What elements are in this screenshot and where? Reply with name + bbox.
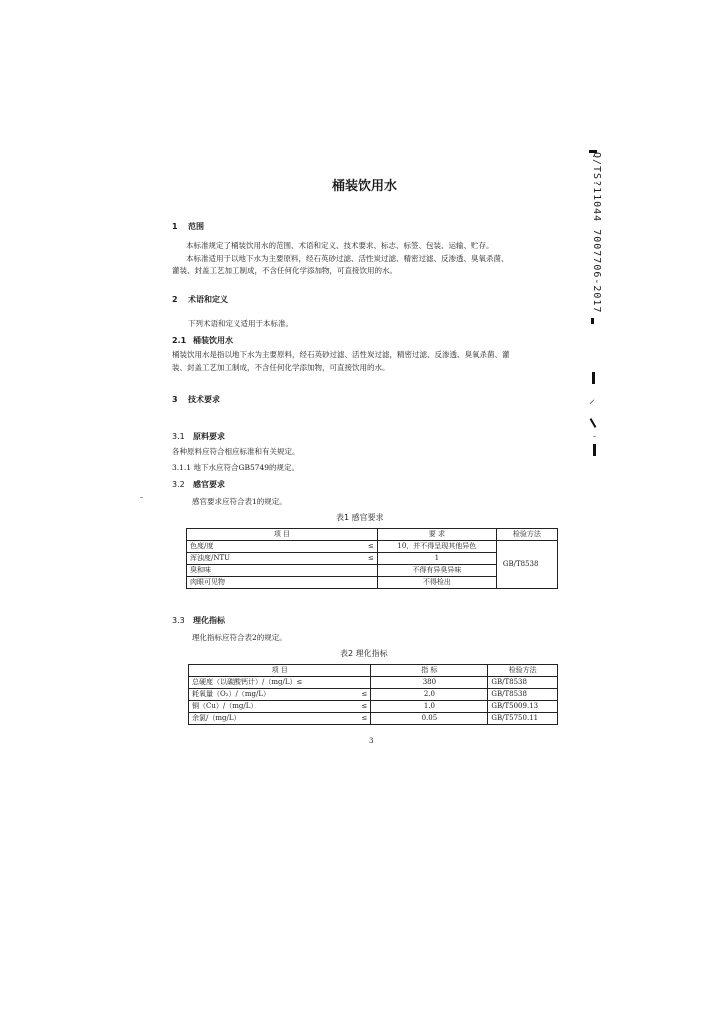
table-row: [189, 713, 558, 725]
table-cell: 铜（Cu）/（mg/L）: [189, 701, 353, 713]
table-cell: GB/T8538: [488, 677, 558, 689]
table-header-cell: 要 求: [377, 529, 496, 541]
table-row: [187, 541, 558, 553]
table-row: [189, 677, 558, 689]
section-2-1-heading: 桶装饮用水: [193, 336, 233, 345]
table-cell: [352, 677, 371, 689]
table-cell: 臭和味: [187, 565, 359, 577]
table-row: [189, 665, 558, 677]
table-2: [188, 664, 558, 725]
table-cell: 色度/度: [187, 541, 359, 553]
section-1-para-1: 本标准规定了桶装饮用水的范围、术语和定义、技术要求、标志、标签、包装、运输、贮存。: [186, 241, 494, 250]
section-2-1-para-2: 装、封盖工艺加工制成，不含任何化学添加物，可直接饮用的水。: [172, 363, 390, 372]
table-cell: ≤: [352, 713, 371, 725]
section-3-heading: 技术要求: [188, 395, 220, 404]
table-cell: [359, 565, 378, 577]
section-3-3-heading: 理化指标: [193, 616, 225, 625]
table-cell: 不得检出: [377, 577, 496, 589]
table-header-cell: 项 目: [189, 665, 371, 677]
table-cell: GB/T5750.11: [488, 713, 558, 725]
table-row: [189, 701, 558, 713]
table-cell: 0.05: [371, 713, 488, 725]
page-number: 3: [369, 737, 374, 745]
section-2-heading: 术语和定义: [188, 295, 228, 304]
section-3-1-para: 各种原料应符合相应标准和有关规定。: [172, 447, 300, 456]
section-2-intro: 下列术语和定义适用于本标准。: [188, 319, 293, 328]
table-cell: 2.0: [371, 689, 488, 701]
section-1-para-2b: 灌装、封盖工艺加工制成，不含任何化学添加物，可直接饮用的水。: [172, 266, 397, 275]
table-1: [186, 528, 558, 589]
stamp-mark-2: ⸝: [589, 392, 596, 406]
table-cell: 肉眼可见物: [187, 577, 359, 589]
table-header-cell: 检验方法: [488, 665, 558, 677]
section-3-1-heading: 原料要求: [193, 432, 225, 441]
table-2-caption: 表2 理化指标: [340, 649, 388, 658]
margin-speck: [140, 497, 143, 498]
table-cell: ≤: [359, 541, 378, 553]
section-2-1-number: 2.1: [172, 336, 187, 345]
stamp-mark-3: [590, 418, 597, 428]
stamp-mark-1: [592, 372, 595, 384]
table-row: [189, 689, 558, 701]
document-title: 桶装饮用水: [332, 179, 398, 194]
table-cell: 浑浊度/NTU: [187, 553, 359, 565]
section-2-1-para-1: 桶装饮用水是指以地下水为主要原料，经石英砂过滤、活性炭过滤，精密过滤、反渗透、臭氧杀菌、灌: [172, 350, 510, 359]
stamp-speck: [593, 436, 596, 437]
table-cell: 余氯/（mg/L）: [189, 713, 353, 725]
table-cell: ≤: [352, 701, 371, 713]
section-3-3-para: 理化指标应符合表2的规定。: [192, 633, 287, 642]
table-cell: GB/T8538: [496, 541, 557, 589]
section-1-number: 1: [172, 222, 178, 231]
section-1-para-2a: 本标准适用于以地下水为主要原料，经石英砂过滤、活性炭过滤、精密过滤、反渗透、臭氧杀菌、: [186, 254, 509, 263]
section-3-number: 3: [172, 395, 178, 404]
table-cell: 不得有异臭异味: [377, 565, 496, 577]
section-3-1-1: 3.1.1 地下水应符合GB5749的规定。: [172, 463, 300, 472]
table-header-cell: 指 标: [371, 665, 488, 677]
table-cell: ≤: [359, 553, 378, 565]
table-cell: 380: [371, 677, 488, 689]
side-stamp-text: Q/TS?11044 7007706-2017: [591, 152, 602, 314]
table-cell: 总硬度（以碳酸钙计）/（mg/L）≤: [189, 677, 353, 689]
section-3-1-number: 3.1: [172, 432, 185, 441]
table-cell: [359, 577, 378, 589]
section-3-2-para: 感官要求应符合表1的规定。: [192, 497, 287, 506]
table-cell: GB/T5009.13: [488, 701, 558, 713]
table-cell: GB/T8538: [488, 689, 558, 701]
table-cell: 耗氧量（O₂）/（mg/L）: [189, 689, 353, 701]
section-2-number: 2: [172, 295, 178, 304]
section-1-heading: 范围: [188, 222, 204, 231]
table-header-cell: 检验方法: [496, 529, 557, 541]
section-3-3-number: 3.3: [172, 616, 185, 625]
table-cell: ≤: [352, 689, 371, 701]
table-cell: 1.0: [371, 701, 488, 713]
section-3-2-heading: 感官要求: [193, 480, 225, 489]
table-cell: 1: [377, 553, 496, 565]
stamp-mark-4: [593, 444, 596, 456]
stamp-bar-bottom: [591, 318, 594, 324]
section-3-2-number: 3.2: [172, 480, 185, 489]
table-row: [187, 529, 558, 541]
table-header-cell: 项 目: [187, 529, 378, 541]
table-cell: 10，并不得呈现其他异色: [377, 541, 496, 553]
table-1-caption: 表1 感官要求: [336, 513, 384, 522]
